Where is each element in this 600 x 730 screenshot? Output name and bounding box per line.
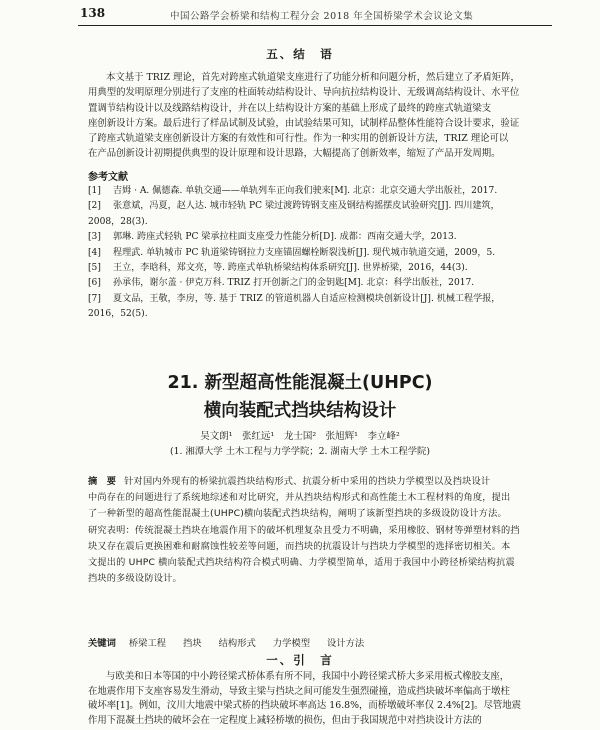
reference-item bbox=[88, 199, 550, 214]
introduction-line: 破坏率[1]。例如，汶川大地震中梁式桥的挡块破坏率高达 16.8%，而桥墩破坏率仅 2.4%[2]。尽管地震 bbox=[88, 700, 521, 712]
reference-item bbox=[88, 261, 550, 276]
references-heading: 参考文献 bbox=[88, 172, 128, 183]
introduction-line: 作用下混凝土挡块的破坏会在一定程度上减轻桥墩的损伤，但由于我国规范中对挡块设计方法的 bbox=[88, 714, 482, 726]
author-list: 吴文朗¹ 张红远¹ 龙士国² 张旭辉¹ 李立峰² bbox=[200, 431, 400, 442]
reference-number: [6] bbox=[88, 278, 101, 289]
reference-item bbox=[88, 184, 550, 199]
introduction-paragraph bbox=[88, 670, 550, 728]
reference-number: [1] bbox=[88, 186, 101, 196]
abstract-line: 文提出的 UHPC 横向装配式挡块结构符合模式明确、力学模型简单，适用于我国中小跨径桥梁结构抗震 bbox=[88, 557, 515, 569]
reference-item bbox=[88, 292, 550, 307]
keyword: 力学模型 bbox=[272, 638, 310, 649]
abstract-line: 针对国内外现有的桥梁抗震挡块结构形式、抗震分析中采用的挡块力学模型以及挡块设计 bbox=[124, 476, 491, 487]
reference-continuation: 2016，52(5). bbox=[88, 309, 148, 320]
reference-number: [3] bbox=[88, 232, 101, 243]
article-title-line-1: 21. 新型超高性能混凝土(UHPC) bbox=[167, 373, 433, 393]
page-number: 138 bbox=[80, 6, 106, 20]
abstract-line: 中尚存在的问题进行了系统地综述和对比研究，并从挡块结构形式和高性能土木工程材料的角度，提出 bbox=[88, 492, 511, 504]
conclusion-line: 在产品创新设计初期提供典型的设计原理和设计思路，大幅提高了创新效率，缩短了产品开发周期。 bbox=[88, 148, 501, 160]
keyword: 挡块 bbox=[183, 638, 202, 649]
abstract-line: 挡块的多级设防设计。 bbox=[88, 573, 182, 585]
reference-continuation: 2008，28(3). bbox=[88, 216, 148, 227]
conclusion-line: 用典型的发明原理分别进行了支座的柱面转动结构设计、导向抗拉结构设计、无级调高结构设计、水平位 bbox=[88, 87, 520, 99]
reference-number: [5] bbox=[88, 263, 101, 274]
abstract-line: 块又存在震后更换困难和耐腐蚀性较差等问题，而挡块的抗震设计与挡块力学模型的选择密切相关。本 bbox=[88, 540, 511, 552]
reference-text: 王立，李晗科，郑文亮，等. 跨座式单轨桥梁结构体系研究[J]. 世界桥梁，2016，44(3). bbox=[113, 263, 468, 274]
keyword: 结构形式 bbox=[218, 638, 256, 649]
abstract-first-line bbox=[88, 474, 548, 490]
abstract-label: 摘 要 bbox=[88, 476, 117, 487]
reference-item bbox=[88, 246, 550, 261]
keywords-label: 关键词 bbox=[88, 638, 116, 649]
conclusion-paragraph bbox=[88, 70, 550, 162]
running-header bbox=[0, 0, 600, 27]
reference-number: [7] bbox=[88, 293, 101, 304]
introduction-line: 在地震作用下支座容易发生滑动，导致主梁与挡块之间可能发生强烈碰撞，造成挡块破坏率偏高于墩柱 bbox=[88, 685, 510, 697]
conclusion-heading: 五、结 语 bbox=[266, 47, 334, 61]
reference-text: 孙承伟，谢尔盖 · 伊克万科. TRIZ 打开创新之门的金钥匙[M]. 北京：科学出版社，2017. bbox=[113, 278, 475, 289]
abstract-line: 了一种新型的超高性能混凝土(UHPC)横向装配式挡块结构，阐明了该新型挡块的多级设防设计方法。 bbox=[88, 508, 507, 520]
keyword: 桥梁工程 bbox=[128, 638, 167, 649]
conclusion-line: 置调节结构设计以及线路结构设计，并在以上结构设计方案的基础上形成了最终的跨座式轨道梁支 bbox=[88, 102, 492, 114]
author-affiliation: (1. 湘潭大学 土木工程与力学学院；2. 湖南大学 土木工程学院) bbox=[170, 446, 430, 457]
introduction-heading: 一、引 言 bbox=[266, 653, 334, 667]
conclusion-line: 了跨座式轨道梁支座创新设计方案的有效性和可行性。作为一种实用的创新设计方法，TRIZ 理论可以 bbox=[88, 133, 509, 145]
reference-number: [2] bbox=[88, 201, 101, 212]
reference-text: 张意斌，冯夏，赵人达. 城市轻轨 PC 梁过渡跨铸钢支座及钢结构摇摆皮试验研究[J]. 四川建筑， bbox=[113, 201, 500, 212]
keyword: 设计方法 bbox=[326, 638, 365, 649]
reference-text: 吉姆 · A. 佩德森. 单轨交通——单轨列车正向我们驶来[M]. 北京：北京交通大学出版社，2017. bbox=[113, 186, 498, 196]
reference-text: 程理武. 单轨城市 PC 轨道梁铸钢拉力支座锚固螺栓断裂浅析[J]. 现代城市轨道交通，2009，5. bbox=[113, 247, 496, 258]
conclusion-line: 本文基于 TRIZ 理论，首先对跨座式轨道梁支座进行了功能分析和问题分析，然后建立了矛盾矩阵， bbox=[106, 72, 520, 83]
reference-list bbox=[88, 184, 550, 323]
reference-text: 郭琳. 跨座式轻轨 PC 梁承拉柱面支座受力性能分析[D]. 成都：西南交通大学，2013. bbox=[113, 232, 457, 243]
introduction-line: 与欧美和日本等国的中小跨径梁式桥体系有所不同，我国中小跨径梁式桥大多采用板式橡胶支座， bbox=[106, 671, 510, 682]
abstract-line: 研究表明：传统混凝土挡块在地震作用下的破坏机理复杂且受力不明确，采用橡胶、钢材等弹塑材料的挡 bbox=[88, 524, 520, 536]
header-rule bbox=[78, 25, 552, 26]
reference-item bbox=[88, 276, 550, 291]
conclusion-line: 座创新设计方案。最后进行了样品试制及试验，由试验结果可知，试制样品整体性能符合设计要求，验证 bbox=[88, 117, 520, 129]
reference-number: [4] bbox=[88, 247, 101, 258]
abstract bbox=[88, 474, 548, 587]
journal-title: 中国公路学会桥梁和结构工程分会 2018 年全国桥梁学术会议论文集 bbox=[170, 11, 474, 22]
reference-item bbox=[88, 230, 550, 245]
keywords bbox=[88, 635, 378, 649]
reference-text: 夏文品，王敬，李房，等. 基于 TRIZ 的管道机器人自适应检测模块创新设计[J]. 机械工程学报， bbox=[113, 293, 501, 304]
article-title-line-2: 横向装配式挡块结构设计 bbox=[203, 401, 397, 421]
